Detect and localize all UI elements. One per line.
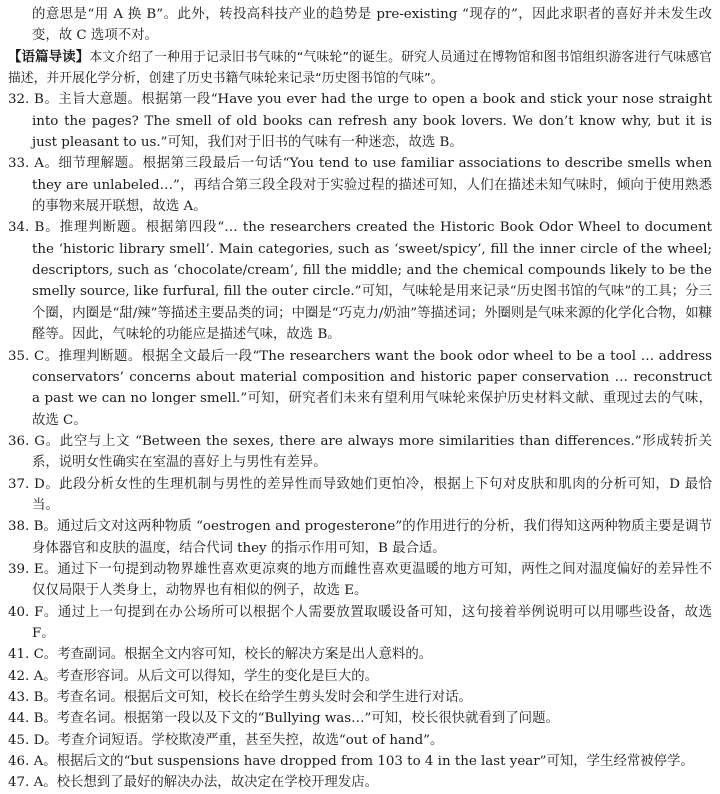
answer-number: 38. [8, 519, 30, 535]
answer-item [8, 666, 712, 687]
answer-item [8, 687, 712, 708]
answer-number: 45. [8, 732, 30, 748]
answer-explanation: E。通过下一句提到动物界雄性喜欢更凉爽的地方而雌性喜欢更温暖的地方可知，两性之间对温度偏好的差异性不仅仅局限于人类身上，动物界也有相似的例子，故选 E。 [32, 561, 712, 599]
answer-explanation: B。推理判断题。根据第四段“… the researchers created the Historic Book Odor Wheel to document the ‘historic library smell’. Main categories, such as ‘sweet/spicy’, fill the inner circle of the wheel; descriptors, such as ‘chocolate/cream’, fill the middle; and the chemical compounds likely to be the smelly source, like furfural, fill the outer circle.”可知，气味轮是用来记录“历史图书馆的气味”的工具；分三个圈，内圈是“甜/辣”等描述主要品类的词；中圈是“巧克力/奶油”等描述词；外圈则是气味来源的化学化合物，如糠醛等。因此，气味轮的功能应是描述气味，故选 B。 [32, 220, 712, 343]
answer-number: 42. [8, 668, 30, 684]
answer-explanation: A。考查形容词。从后文可以得知，学生的变化是巨大的。 [33, 668, 378, 684]
answer-explanation: D。考查介词短语。学校欺凌严重，甚至失控，故选“out of hand”。 [33, 732, 444, 748]
answer-number: 34. [8, 220, 30, 236]
answer-number: 39. [8, 561, 30, 577]
answer-explanation: A。根据后文的“but suspensions have dropped from 103 to 4 in the last year”可知，学生经常被停学。 [33, 754, 694, 770]
answer-number: 36. [8, 433, 30, 449]
answer-number: 46. [8, 754, 30, 770]
answer-number: 37. [8, 476, 30, 492]
answer-item [8, 431, 712, 474]
answer-item [8, 516, 712, 559]
answer-item [8, 751, 712, 772]
answer-item [8, 89, 712, 153]
answer-item [8, 474, 712, 517]
passage-guide-label: 【语篇导读】 [8, 48, 90, 65]
answer-number: 41. [8, 647, 30, 663]
answer-explanation: C。推理判断题。根据全文最后一段“The researchers want the book odor wheel to be a tool … address conservators’ concerns about material composition and historic paper conservation … reconstruct a past we can no longer smell.”可知，研究者们未来有望利用气味轮来保护历史材料文献、重现过去的气味，故选 C。 [32, 348, 712, 428]
answer-number: 40. [8, 604, 30, 620]
answer-item [8, 559, 712, 602]
answer-explanation: A。细节理解题。根据第三段最后一句话“You tend to use familiar associations to describe smells when they are unlabeled…”，再结合第三段全段对于实验过程的描述可知，人们在描述未知气味时，倾向于使用熟悉的事物来展开联想，故选 A。 [32, 156, 712, 215]
answer-number: 35. [8, 348, 30, 364]
answer-number: 33. [8, 156, 30, 172]
answer-number: 47. [8, 775, 30, 791]
answer-explanation: B。通过后文对这两种物质 “oestrogen and progesterone”的作用进行的分析，我们得知这两种物质主要是调节身体器官和皮肤的温度，结合代词 they 的指示作用可知，B 最合适。 [32, 519, 712, 556]
answer-explanation: B。考查名词。根据第一段以及下文的“Bullying was…”可知，校长很快就看到了问题。 [33, 711, 559, 727]
answer-item [8, 153, 712, 217]
answer-item [8, 708, 712, 729]
answer-list [8, 89, 712, 793]
answer-explanation: D。此段分析女性的生理机制与男性的差异性而导致她们更怕冷，根据上下句对皮肤和肌肉的分析可知，D 最恰当。 [32, 476, 712, 513]
answer-item [8, 346, 712, 431]
answer-explanation: B。主旨大意题。根据第一段“Have you ever had the urge to open a book and stick your nose straight into the pages? The smell of old books can refresh any book lovers. We don’t know why, but it is just pleasant to us.”可知，我们对于旧书的气味有一种迷恋，故选 B。 [32, 92, 712, 151]
answer-item [8, 217, 712, 345]
answer-explanation: C。考查副词。根据全文内容可知，校长的解决方案是出人意料的。 [33, 647, 433, 663]
passage-guide [8, 47, 712, 90]
passage-guide-text: 本文介绍了一种用于记录旧书气味的“气味轮”的诞生。研究人员通过在博物馆和图书馆组织游客进行气味感官描述，并开展化学分析，创建了历史书籍气味轮来记录“历史图书馆的气味”。 [8, 49, 713, 87]
answer-number: 44. [8, 711, 30, 727]
answer-item [8, 602, 712, 645]
answer-explanation: G。此空与上文 “Between the sexes, there are always more similarities than differences.”形成转折关系，说明女性确实在室温的喜好上与男性有差异。 [32, 433, 712, 471]
answer-item [8, 644, 712, 665]
answer-explanation: A。校长想到了最好的解决办法，故决定在学校开理发店。 [33, 775, 378, 791]
answer-explanation: B。考查名词。根据后文可知，校长在给学生剪头发时会和学生进行对话。 [33, 690, 472, 705]
answer-number: 43. [8, 690, 30, 705]
answer-number: 32. [8, 92, 30, 108]
previous-answer-continuation: 的意思是“用 A 换 B”。此外，转投高科技产业的趋势是 pre-existing “现存的”，因此求职者的喜好并未发生改变，故 C 选项不对。 [32, 7, 712, 44]
answer-explanation: F。通过上一句提到在办公场所可以根据个人需要放置取暖设备可知，这句接着举例说明可以用哪些设备，故选 F。 [32, 604, 712, 641]
answer-item [8, 772, 712, 793]
answer-item [8, 730, 712, 751]
